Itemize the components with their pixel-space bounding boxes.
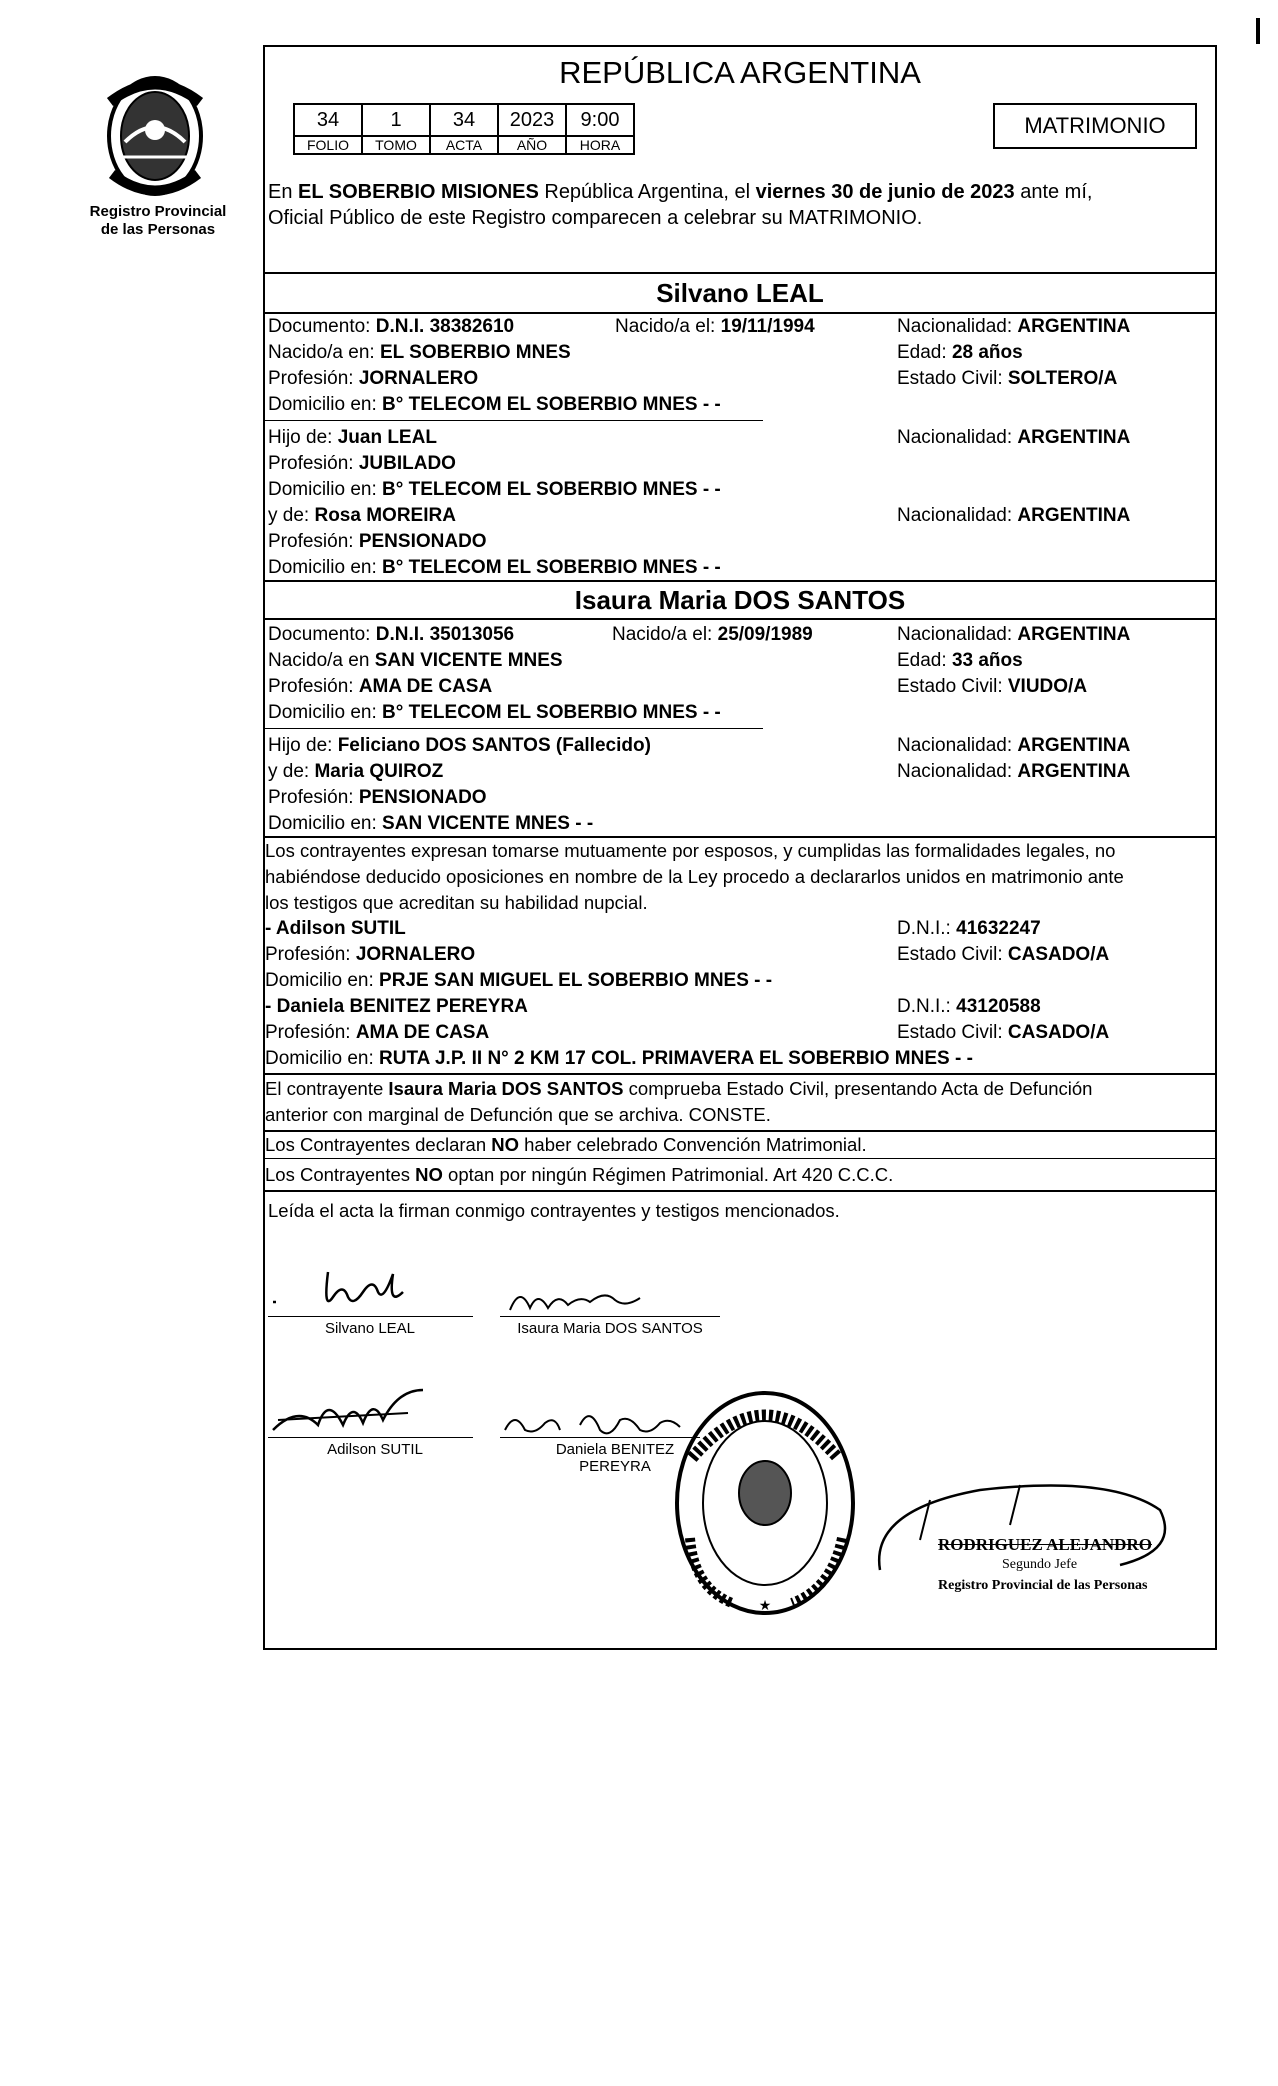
record-type-box: MATRIMONIO	[993, 103, 1197, 149]
province-emblem-icon	[100, 72, 210, 202]
year-label: AÑO	[498, 136, 566, 154]
closing-text: Leída el acta la firman conmigo contrayentes y testigos mencionados.	[268, 1200, 840, 1221]
year-value: 2023	[498, 104, 566, 136]
signature-name-witness2-line2: PEREYRA	[579, 1458, 651, 1475]
regime-line2: Los Contrayentes NO optan por ningún Régimen Patrimonial. Art 420 C.C.C.	[265, 1164, 894, 1185]
signature-adilson-icon	[268, 1385, 438, 1440]
registry-caption-line1: Registro Provincial	[89, 203, 227, 220]
signature-name-witness1: Adilson SUTIL	[327, 1441, 423, 1458]
regime-line1: Los Contrayentes declaran NO haber celebrado Convención Matrimonial.	[265, 1134, 867, 1155]
official-org: Registro Provincial de las Personas	[938, 1578, 1148, 1593]
hour-value: 9:00	[566, 104, 634, 136]
official-title: Segundo Jefe	[1002, 1557, 1078, 1572]
folio-label: FOLIO	[294, 136, 362, 154]
marginal-line1: El contrayente Isaura Maria DOS SANTOS comprueba Estado Civil, presentando Acta de Defunción	[265, 1078, 1093, 1099]
witness1-name: - Adilson SUTIL	[265, 918, 406, 939]
folio-value: 34	[294, 104, 362, 136]
seal-stamp-icon	[672, 1388, 858, 1618]
declaration-line3: los testigos que acreditan su habilidad nupcial.	[265, 892, 648, 913]
declaration-line2: habiéndose deducido oposiciones en nombre de la Ley procedo a declararlos unidos en matrimonio ante	[265, 866, 1124, 887]
marginal-line2: anterior con marginal de Defunción que se archiva. CONSTE.	[265, 1104, 771, 1125]
signature-name-spouse1: Silvano LEAL	[324, 1320, 416, 1337]
official-name: RODRIGUEZ ALEJANDRO	[938, 1535, 1152, 1554]
svg-text:★: ★	[758, 1598, 772, 1614]
acta-label: ACTA	[430, 136, 498, 154]
signature-silvano-icon	[268, 1262, 468, 1322]
intro-line1: En EL SOBERBIO MISIONES República Argentina, el viernes 30 de junio de 2023 ante mí,	[268, 181, 1093, 203]
declaration-line1: Los contrayentes expresan tomarse mutuamente por esposos, y cumplidas las formalidades legales, no	[265, 840, 1116, 861]
spouse1-name: Silvano LEAL	[263, 272, 1217, 314]
signature-daniela-icon	[500, 1405, 700, 1445]
tomo-value: 1	[362, 104, 430, 136]
acta-value: 34	[430, 104, 498, 136]
country-title: REPÚBLICA ARGENTINA	[559, 55, 921, 90]
signature-name-spouse2: Isaura Maria DOS SANTOS	[517, 1320, 703, 1337]
witness2-name: - Daniela BENITEZ PEREYRA	[265, 996, 528, 1017]
signature-name-witness2-line1: Daniela BENITEZ	[555, 1441, 675, 1458]
margin-mark	[1256, 18, 1260, 44]
record-meta-table	[293, 103, 635, 155]
spouse2-name: Isaura Maria DOS SANTOS	[263, 580, 1217, 620]
hour-label: HORA	[566, 136, 634, 154]
signature-isaura-icon	[500, 1280, 650, 1320]
tomo-label: TOMO	[362, 136, 430, 154]
registry-caption-line2: de las Personas	[100, 221, 216, 238]
intro-line2: Oficial Público de este Registro comparecen a celebrar su MATRIMONIO.	[268, 207, 923, 229]
